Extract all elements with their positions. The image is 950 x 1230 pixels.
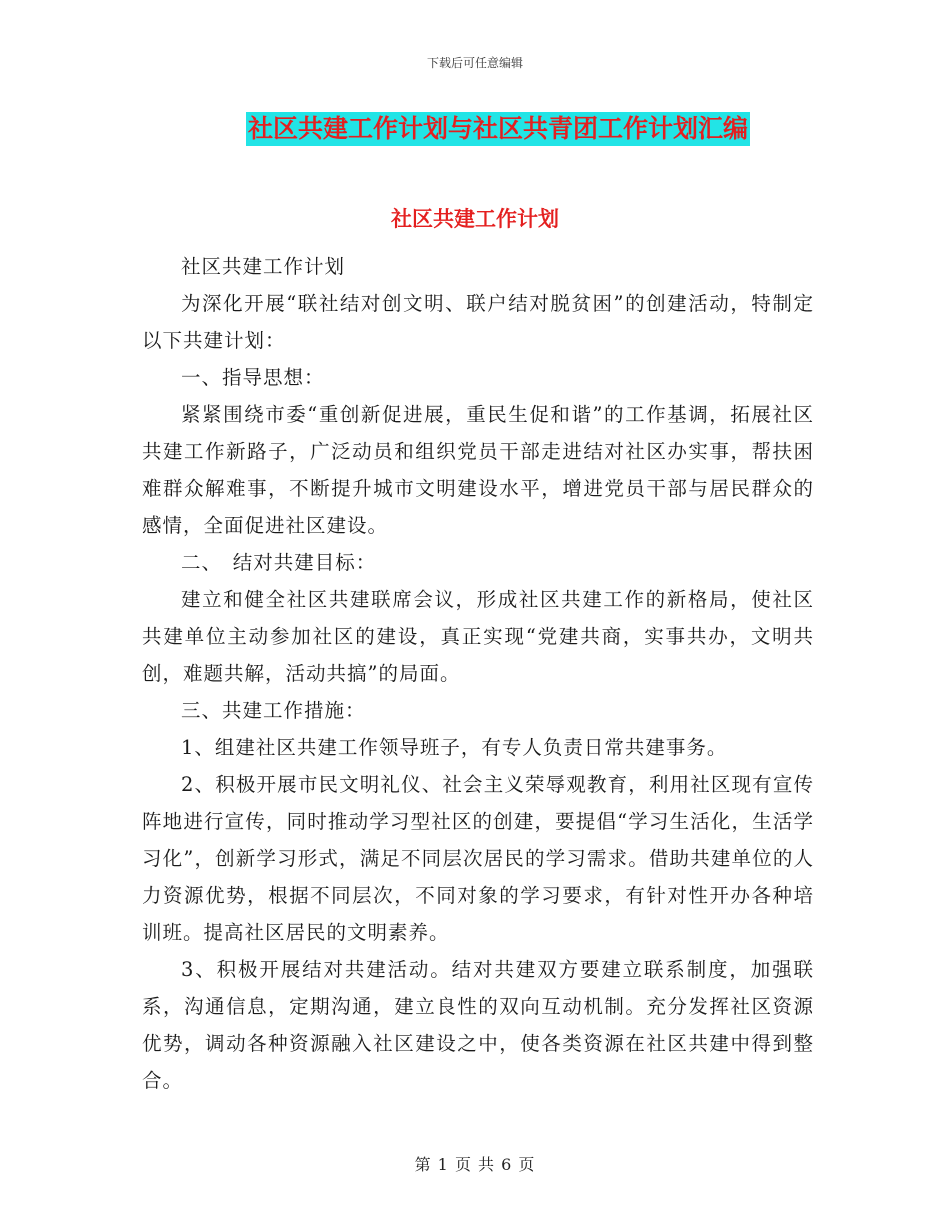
paragraph: 建立和健全社区共建联席会议，形成社区共建工作的新格局，使社区共建单位主动参加社区的建设，真正实现“党建共商，实事共办，文明共创，难题共解，活动共搞”的局面。 <box>142 588 814 685</box>
main-title-container <box>0 112 950 146</box>
header-note: 下载后可任意编辑 <box>426 56 523 70</box>
paragraph: 2、积极开展市民文明礼仪、社会主义荣辱观教育，利用社区现有宣传阵地进行宣传，同时推动学习型社区的创建，要提倡“学习生活化，生活学习化”，创新学习形式，满足不同层次居民的学习需求。借助共建单位的人力资源优势，根据不同层次，不同对象的学习要求，有针对性开办各种培训班。提高社区居民的文明素养。 <box>142 773 814 944</box>
page-footer: 第 1 页 共 6 页 <box>414 1155 536 1174</box>
paragraph: 社区共建工作计划 <box>181 255 346 278</box>
section-title: 社区共建工作计划 <box>391 207 559 231</box>
paragraph: 紧紧围绕市委“重创新促进展，重民生促和谐”的工作基调，拓展社区共建工作新路子，广泛动员和组织党员干部走进结对社区办实事，帮扶困难群众解难事，不断提升城市文明建设水平，增进党员干部与居民群众的感情，全面促进社区建设。 <box>142 403 814 537</box>
paragraph: 二、 结对共建目标： <box>181 551 377 574</box>
document-body <box>142 248 814 1099</box>
paragraph: 1、组建社区共建工作领导班子，有专人负责日常共建事务。 <box>181 736 728 759</box>
paragraph: 三、共建工作措施： <box>181 699 366 722</box>
paragraph: 为深化开展“联社结对创文明、联户结对脱贫困”的创建活动，特制定以下共建计划： <box>142 292 814 352</box>
paragraph: 一、指导思想： <box>181 366 325 389</box>
main-title: 社区共建工作计划与社区共青团工作计划汇编 <box>246 112 750 146</box>
paragraph: 3、积极开展结对共建活动。结对共建双方要建立联系制度，加强联系，沟通信息，定期沟通，建立良性的双向互动机制。充分发挥社区资源优势，调动各种资源融入社区建设之中，使各类资源在社区共建中得到整合。 <box>142 958 814 1092</box>
